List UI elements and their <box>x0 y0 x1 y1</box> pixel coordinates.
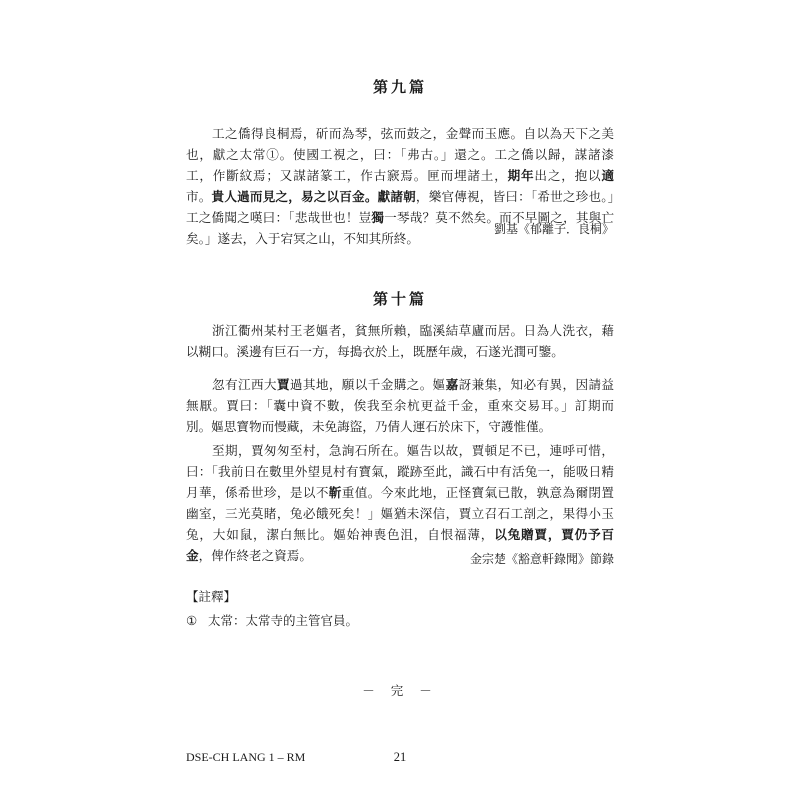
text-run: 忽有江西大 <box>212 377 277 392</box>
text-run: 過其地，願以千金購之。嫗 <box>289 377 446 392</box>
text-run: 市。 <box>186 189 212 204</box>
text-run: ，樂官傳視，皆曰：「希世之珍也。」工之僑聞之嘆曰：「悲哉世也！豈 <box>186 189 614 225</box>
section-10-paragraph-2 <box>186 374 614 437</box>
note-item <box>186 611 358 629</box>
emphasized-text: 以兔贈賈，賈仍予百金 <box>186 527 615 563</box>
page-number: 21 <box>393 750 407 764</box>
section-10-paragraph-1 <box>186 320 614 362</box>
emphasized-text: 適 <box>601 168 615 183</box>
text-run: 出之，抱以 <box>534 168 602 183</box>
text-run: ，俾作終老之資焉。 <box>198 548 312 563</box>
section-9-title: 第九篇 <box>372 78 427 96</box>
notes-heading: 【註釋】 <box>186 589 237 604</box>
emphasized-text: 貴人過而見之，易之以百金。獻諸朝 <box>211 189 416 204</box>
text-run: 訝兼集，知必有異，因請益無厭。賈曰：「囊中資不數，俟我至余杭更益千金，重來交易耳。」訂期而別。嫗思寶物而慢藏，未免誨盜，乃倩人運石於床下，守護惟僅。 <box>186 377 615 434</box>
note-text: 太常：太常寺的主管官員。 <box>208 613 359 628</box>
text-run: 浙江衢州某村王老嫗者，貧無所賴，臨溪結草廬而居。日為人洗衣，藉以糊口。溪邊有巨石一方，每搗衣於上，既歷年歲，石遂光潤可鑒。 <box>186 323 614 359</box>
text-run: 工之僑得良桐焉，斫而為琴，弦而鼓之，金聲而玉應。自以為天下之美也，獻之太常①。使國工視之，曰：「弗古。」還之。工之僑以歸，謀諸漆工，作斷紋焉；又謀諸篆工，作古窾焉。匣而埋諸土， <box>186 126 614 183</box>
section-10-source: 金宗楚《豁意軒錄聞》節錄 <box>469 552 614 566</box>
footer-paper-code: DSE-CH LANG 1 – RM <box>186 750 306 764</box>
text-run: 重值。今來此地，正怪寶氣已散，孰意為爾閉置幽室，三光莫睹，兔必餓死矣！」嫗猶未深信，賈立召石工剖之，果得小玉兔，大如鼠，潔白無比。嫗始神喪色沮，自恨福薄， <box>186 485 615 542</box>
emphasized-text: 獨 <box>371 210 385 225</box>
section-10-title: 第十篇 <box>372 290 427 308</box>
emphasized-text: 賈 <box>276 377 290 392</box>
emphasized-text: 嘉 <box>445 377 459 392</box>
emphasized-text: 靳 <box>328 485 342 500</box>
text-run: 一琴哉？莫不然矣。而不早圖之，其與亡矣。」遂去，入于宕冥之山，不知其所終。 <box>186 210 615 246</box>
end-mark: － 完 － <box>362 683 438 698</box>
text-run: 至期，賈匆匆至村，急詢石所在。嫗告以故，賈頓足不已，連呼可惜，曰：「我前日在數里外望見村有寶氣，蹤跡至此，識石中有活兔一，能吸日精月華，係希世珍，是以不 <box>186 443 614 500</box>
emphasized-text: 期年 <box>507 168 535 183</box>
section-9-source: 劉基《郁離子．良桐》 <box>493 222 614 236</box>
note-number: ① <box>186 613 198 628</box>
section-10-paragraph-3 <box>186 440 614 566</box>
